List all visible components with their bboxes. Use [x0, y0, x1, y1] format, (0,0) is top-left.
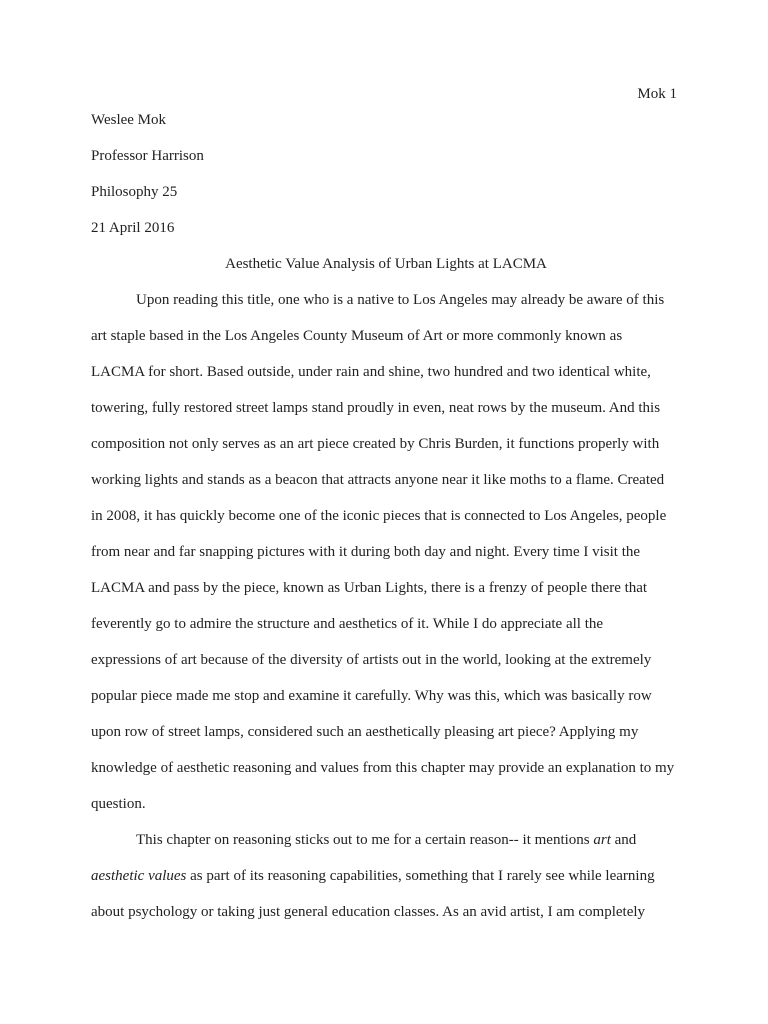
paragraph2-text: as part of its reasoning capabilities, something that I rarely see while learning	[186, 868, 655, 884]
professor-name: Professor Harrison	[91, 148, 204, 164]
essay-title: Aesthetic Value Analysis of Urban Lights at LACMA	[225, 256, 547, 272]
paragraph2-line: about psychology or taking just general education classes. As an avid artist, I am completely	[91, 904, 646, 920]
paragraph2-line	[91, 858, 681, 894]
paragraph1-line: working lights and stands as a beacon that attracts anyone near it like moths to a flame. Created	[91, 472, 665, 488]
paragraph2-text: and	[610, 832, 637, 848]
paragraph1-line: popular piece made me stop and examine it carefully. Why was this, which was basically row	[91, 688, 652, 704]
paragraph1-line: question.	[91, 796, 146, 812]
paragraph1-line: expressions of art because of the diversity of artists out in the world, looking at the extremely	[91, 652, 652, 668]
paragraph1-line: art staple based in the Los Angeles County Museum of Art or more commonly known as	[91, 328, 623, 344]
paragraph1-line: upon row of street lamps, considered such an aesthetically pleasing art piece? Applying my	[91, 724, 639, 740]
paragraph1-line: feverently go to admire the structure and aesthetics of it. While I do appreciate all the	[91, 616, 604, 632]
paragraph1-line: LACMA and pass by the piece, known as Urban Lights, there is a frenzy of people there that	[91, 580, 648, 596]
paragraph1-line: from near and far snapping pictures with it during both day and night. Every time I visit the	[91, 544, 641, 560]
author-name: Weslee Mok	[91, 112, 167, 128]
essay-date: 21 April 2016	[91, 220, 175, 236]
paragraph1-line: towering, fully restored street lamps stand proudly in even, neat rows by the museum. And this	[91, 400, 661, 416]
page-number-header: Mok 1	[637, 86, 677, 102]
paragraph2-line	[91, 822, 681, 858]
essay-body	[91, 102, 681, 930]
emphasis-aesthetic-values: aesthetic values	[91, 868, 187, 884]
course-name: Philosophy 25	[91, 184, 178, 200]
paragraph1-line: knowledge of aesthetic reasoning and values from this chapter may provide an explanation to my	[91, 760, 675, 776]
paragraph1-line: in 2008, it has quickly become one of the iconic pieces that is connected to Los Angeles, people	[91, 508, 667, 524]
emphasis-art: art	[593, 832, 611, 848]
paragraph1-line: Upon reading this title, one who is a native to Los Angeles may already be aware of this	[136, 292, 665, 308]
paragraph1-line: composition not only serves as an art piece created by Chris Burden, it functions properly with	[91, 436, 660, 452]
paragraph2-text: This chapter on reasoning sticks out to me for a certain reason-- it mentions	[136, 832, 594, 848]
paragraph1-line: LACMA for short. Based outside, under rain and shine, two hundred and two identical white,	[91, 364, 651, 380]
